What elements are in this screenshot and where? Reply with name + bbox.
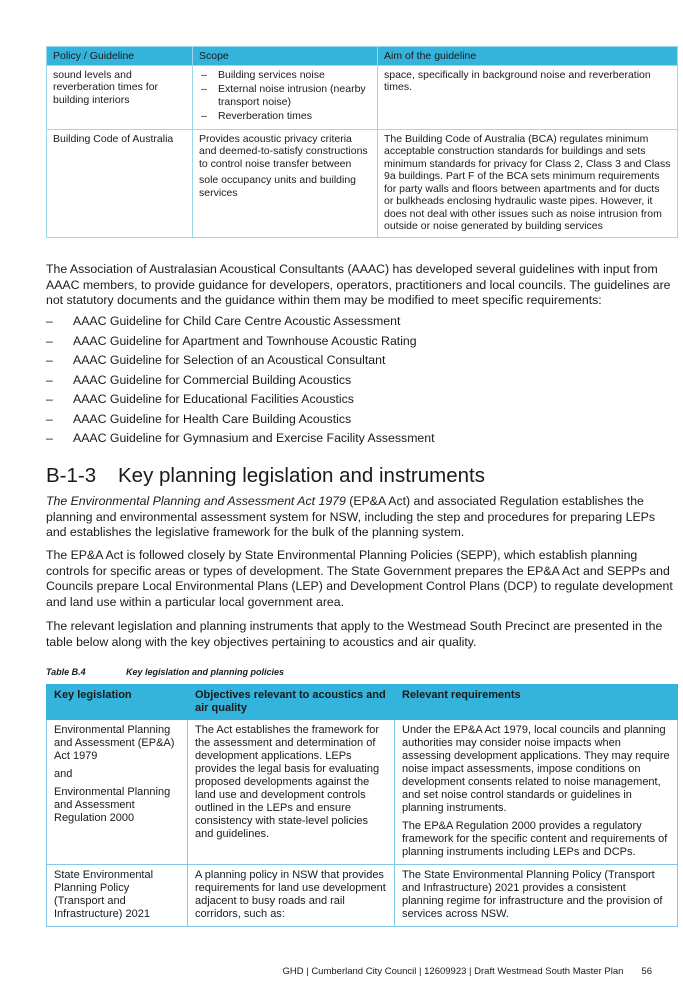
requirements-cell: The State Environmental Planning Policy (Transport and Infrastructure) 2021 provides a consistent planning regime for infrastructure and the provision of services across NSW.: [395, 865, 678, 927]
act-name: The Environmental Planning and Assessment Act 1979: [46, 494, 346, 508]
header-scope: Scope: [193, 47, 378, 66]
scope-text: sole occupancy units and building services: [199, 174, 357, 199]
aim-cell: The Building Code of Australia (BCA) regulates minimum acceptable construction standards for buildings and sets minimum standards for privacy for Class 2, Class 3 and Class 9a buildings. Part F of the BCA sets minimum requirements for party walls and floors between apartments and for ducts or bulkheads enclosing hydraulic waste pipes. However, it does not deal with other issues such as noise intrusion from outside or noise generated by building services: [378, 129, 678, 237]
section-heading: [46, 464, 485, 488]
aim-cell: space, specifically in background noise and reverberation times.: [378, 65, 678, 129]
list-item: – AAAC Guideline for Selection of an Acoustical Consultant: [46, 353, 678, 369]
intro-paragraph: The Association of Australasian Acoustical Consultants (AAAC) has developed several guidelines with input from AAAC members, to provide guidance for developers, operators, practitioners and local councils. The guidelines are not statutory documents and the guidance within them may be modified to meet specific requirements:: [46, 262, 671, 307]
list-item: – AAAC Guideline for Commercial Building Acoustics: [46, 373, 678, 389]
paragraph-ep-a-act: [46, 494, 678, 541]
table-row: [47, 65, 678, 129]
header-policy: Policy / Guideline: [47, 47, 193, 66]
table-title: Key legislation and planning policies: [126, 667, 285, 677]
legislation-cell: [47, 720, 188, 865]
table-caption: [46, 667, 284, 677]
scope-cell: [193, 129, 378, 237]
scope-item: – Building services noise: [199, 69, 371, 82]
table-header-row: [47, 685, 678, 720]
page-number: 56: [641, 966, 652, 977]
section-number: B-1-3: [46, 464, 97, 487]
key-legislation-table: [46, 684, 678, 927]
list-item: – AAAC Guideline for Apartment and Townhouse Acoustic Rating: [46, 334, 678, 350]
legislation-text: Environmental Planning and Assessment (EP&A) Act 1979: [54, 724, 175, 762]
paragraph-text: (EP&A Act) and associated Regulation establishes the planning and environmental assessment system for NSW, including the step and procedures for preparing LEPs and establishes the legislative framework for the bulk of the planning system.: [46, 494, 656, 539]
list-item: – AAAC Guideline for Child Care Centre Acoustic Assessment: [46, 314, 678, 330]
scope-item: – External noise intrusion (nearby transport noise): [199, 83, 371, 108]
policy-guideline-table: [46, 46, 678, 238]
footer-text: GHD | Cumberland City Council | 12609923 | Draft Westmead South Master Plan: [282, 966, 624, 977]
table-header-row: [47, 47, 678, 66]
requirements-cell: [395, 720, 678, 865]
guideline-list: [46, 314, 678, 451]
table-number: Table B.4: [46, 667, 86, 677]
header-aim: Aim of the guideline: [378, 47, 678, 66]
legislation-cell: State Environmental Planning Policy (Transport and Infrastructure) 2021: [47, 865, 188, 927]
list-item: – AAAC Guideline for Educational Facilities Acoustics: [46, 392, 678, 408]
legislation-text: and: [54, 768, 73, 780]
objectives-cell: A planning policy in NSW that provides requirements for land use development adjacent to busy roads and rail corridors, such as:: [188, 865, 395, 927]
table-row: [47, 865, 678, 927]
section-title: Key planning legislation and instruments: [118, 464, 485, 487]
table-row: [47, 720, 678, 865]
objectives-cell: The Act establishes the framework for the assessment and determination of development applications. LEPs provides the legal basis for evaluating proposed developments against the land use and development controls outlined in the LEPs and ensure consistency with state-level policies and guidelines.: [188, 720, 395, 865]
paragraph-sepp: The EP&A Act is followed closely by State Environmental Planning Policies (SEPP), which establish planning controls for specific areas or types of development. The State Government prepares the EP&A Act and SEPPs and Councils prepare Local Environmental Plans (LEP) and Development Control Plans (DCP) to regulate development and land use within a particular local government area.: [46, 548, 673, 609]
header-objectives: Objectives relevant to acoustics and air quality: [188, 685, 395, 720]
policy-cell: Building Code of Australia: [47, 129, 193, 237]
page-footer: [282, 966, 652, 977]
table-row: [47, 129, 678, 237]
scope-cell: [193, 65, 378, 129]
paragraph-relevant-legislation: The relevant legislation and planning instruments that apply to the Westmead South Precinct are presented in the table below along with the key objectives pertaining to acoustics and air quality.: [46, 619, 663, 649]
header-requirements: Relevant requirements: [395, 685, 678, 720]
header-key-legislation: Key legislation: [47, 685, 188, 720]
legislation-text: Environmental Planning and Assessment Regulation 2000: [54, 786, 171, 824]
scope-text: Provides acoustic privacy criteria and deemed-to-satisfy constructions to control noise transfer between: [199, 132, 368, 170]
policy-cell: sound levels and reverberation times for building interiors: [47, 65, 193, 129]
requirements-text: Under the EP&A Act 1979, local councils and planning authorities may consider noise impacts when assessing development applications. They may require noise impact assessments, impose conditions on development consents related to noise management, and set noise control standards or guidelines in planning instruments.: [402, 724, 670, 814]
list-item: – AAAC Guideline for Health Care Building Acoustics: [46, 412, 678, 428]
requirements-text: The EP&A Regulation 2000 provides a regulatory framework for the specific content and requirements of planning instruments including LEPs and DCPs.: [402, 820, 668, 858]
scope-item: – Reverberation times: [199, 110, 371, 123]
list-item: – AAAC Guideline for Gymnasium and Exercise Facility Assessment: [46, 431, 678, 447]
